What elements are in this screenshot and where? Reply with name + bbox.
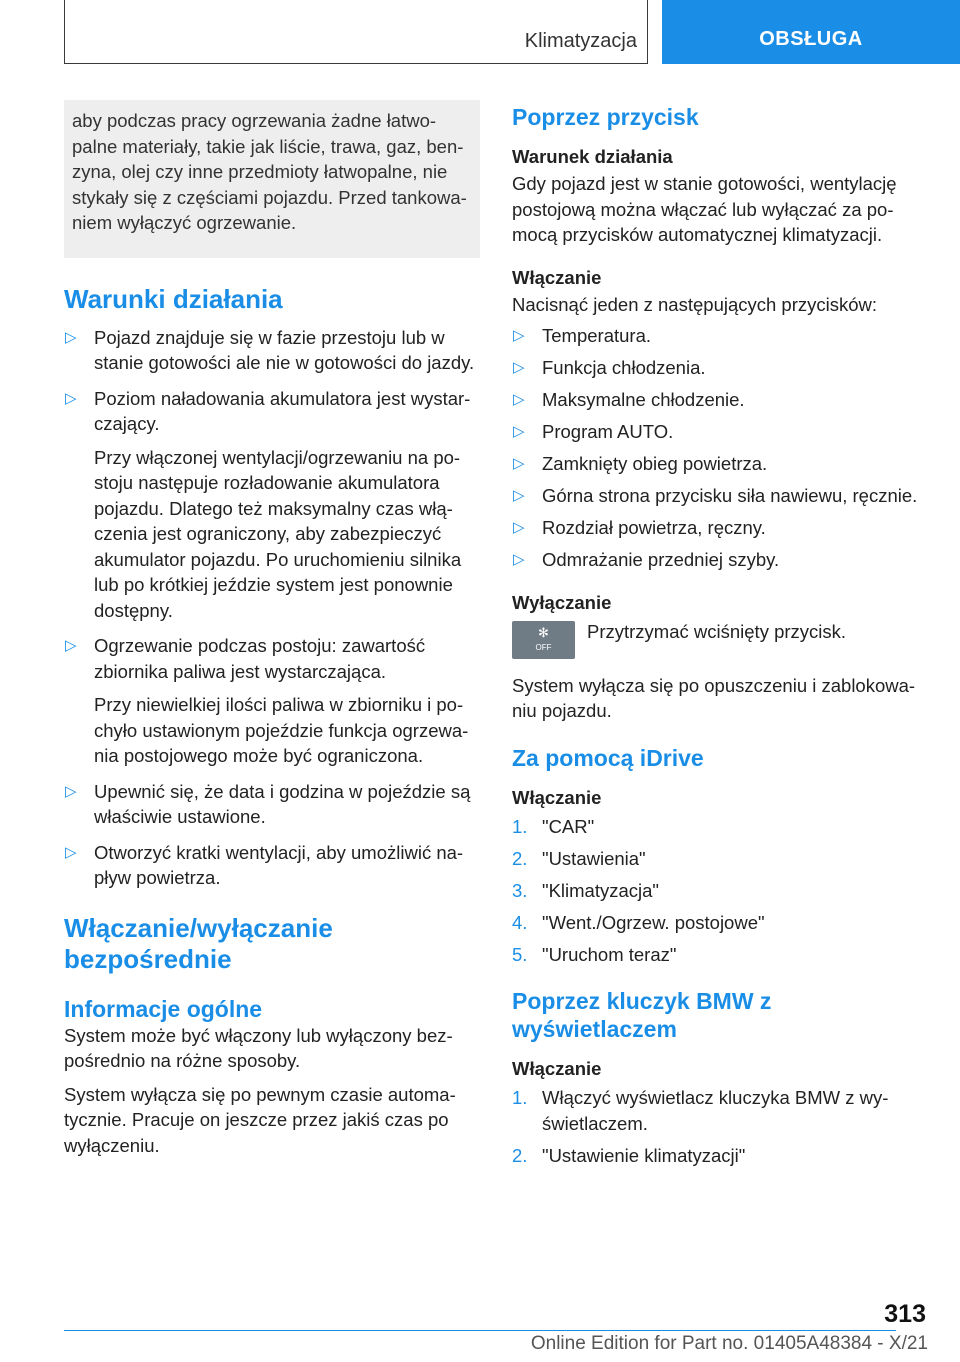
list-item: ▷ Odmrażanie przedniej szyby. xyxy=(512,547,928,573)
list-item: 1. "CAR" xyxy=(512,815,595,837)
footer-divider xyxy=(64,1330,896,1331)
left-column xyxy=(64,100,480,1158)
triangle-bullet-icon: ▷ xyxy=(513,423,525,440)
list-item: 4. "Went./Ogrzew. postojowe" xyxy=(512,911,765,933)
fan-off-button-icon xyxy=(512,621,575,659)
list-item: ▷ Upewnić się, że data i godzina w pojeździe są właściwie ustawione. xyxy=(65,780,471,827)
triangle-bullet-icon: ▷ xyxy=(513,487,525,504)
list-item: ▷ Maksymalne chłodzenie. xyxy=(512,387,928,413)
on-text: Nacisnąć jeden z następujących przycisków: xyxy=(512,293,878,315)
list-item: ▷ Temperatura. xyxy=(512,323,928,349)
buttons-list xyxy=(512,323,928,573)
key-subheading: Włączanie xyxy=(512,1058,602,1079)
list-item: ▷ Otworzyć kratki wentylacji, aby umożliwić na-pływ powietrza. xyxy=(65,841,464,888)
triangle-bullet-icon: ▷ xyxy=(513,519,525,536)
footer-edition: Online Edition for Part no. 01405A48384 - X/21 xyxy=(530,1333,928,1354)
condition-subheading: Warunek działania xyxy=(512,146,673,167)
list-item: ▷ Rozdział powietrza, ręczny. xyxy=(512,515,928,541)
list-item-note: Przy niewielkiej ilości paliwa w zbiorniku i po-chyło ustawionym pojeździe funkcja ogrzewa-nia postojowego może być ograniczona. xyxy=(94,694,469,766)
triangle-bullet-icon: ▷ xyxy=(513,327,525,344)
conditions-list xyxy=(64,325,480,891)
list-item: ▷ Zamknięty obieg powietrza. xyxy=(512,451,928,477)
triangle-bullet-icon: ▷ xyxy=(65,637,77,654)
direct-heading: Włączanie/wyłączanie bezpośrednie xyxy=(64,912,333,974)
list-item: ▷ Program AUTO. xyxy=(512,419,928,445)
idrive-heading: Za pomocą iDrive xyxy=(512,744,704,771)
list-item: 2. "Ustawienia" xyxy=(512,847,646,869)
list-item: ▷ Funkcja chłodzenia. xyxy=(512,355,928,381)
page-number: 313 xyxy=(884,1300,926,1328)
off-text: Przytrzymać wciśnięty przycisk. xyxy=(587,620,847,642)
general-heading: Informacje ogólne xyxy=(64,995,263,1022)
triangle-bullet-icon: ▷ xyxy=(65,328,77,346)
list-item: 5. "Uruchom teraz" xyxy=(512,943,677,965)
right-column xyxy=(512,100,928,1168)
off-subheading: Wyłączanie xyxy=(512,591,612,613)
list-item: ▷ Poziom naładowania akumulatora jest wystar-czający. Przy włączonej wentylacji/ogrzewaniu na po-stoju następuje rozładowanie akumulatora pojazdu. Dlatego też maksymalny czas włą-czenia jest ograniczony, aby zabezpieczyć akumulator pojazdu. Po uruchomieniu silnika lub po krótkiej jeździe system jest ponownie dostępny. xyxy=(64,386,480,624)
list-item: ▷ Górna strona przycisku siła nawiewu, ręcznie. xyxy=(512,483,928,509)
general-paragraph-1: System może być włączony lub wyłączony bez-pośrednio na różne sposoby. xyxy=(64,1024,453,1071)
triangle-bullet-icon: ▷ xyxy=(513,551,525,568)
general-paragraph-2: System wyłącza się po pewnym czasie automa-tycznie. Pracuje on jeszcze przez jakiś czas po wyłączeniu. xyxy=(64,1083,456,1156)
list-item-note: Przy włączonej wentylacji/ogrzewaniu na po-stoju następuje rozładowanie akumulatora pojazdu. Dlatego też maksymalny czas włą-czenia jest ograniczony, aby zabezpieczyć akumulator pojazdu. Po uruchomieniu silnika lub po krótkiej jeździe system jest ponownie dostępny. xyxy=(94,446,462,621)
triangle-bullet-icon: ▷ xyxy=(65,389,77,407)
list-item: 3. "Klimatyzacja" xyxy=(512,879,659,901)
key-heading: Poprzez kluczyk BMW z wyświetlaczem xyxy=(512,988,772,1042)
key-steps xyxy=(512,1085,928,1168)
list-item: 1. Włączyć wyświetlacz kluczyka BMW z wy-świetlaczem. xyxy=(512,1087,889,1134)
triangle-bullet-icon: ▷ xyxy=(513,391,525,408)
triangle-bullet-icon: ▷ xyxy=(65,843,77,861)
section-title: Klimatyzacja xyxy=(524,30,637,52)
chapter-tab xyxy=(662,0,960,64)
list-item: ▷ Ogrzewanie podczas postoju: zawartość zbiornika paliwa jest wystarczająca. Przy niewielkiej ilości paliwa w zbiorniku i po-chyło ustawionym pojeździe funkcja ogrzewa-nia postojowego może być ograniczona. xyxy=(64,633,480,769)
header-section-box xyxy=(64,0,648,64)
button-heading: Poprzez przycisk xyxy=(512,104,699,130)
on-subheading: Włączanie xyxy=(512,266,602,288)
off-note: System wyłącza się po opuszczeniu i zablokowa-niu pojazdu. xyxy=(512,674,916,721)
warning-text: aby podczas pracy ogrzewania żadne łatwo-palne materiały, takie jak liście, trawa, gaz, ben-zyna, olej czy inne przedmioty łatwopalne, nie stykały się z częściami pojazdu. Przed tankowa-niem wyłączyć ogrzewanie. xyxy=(72,110,467,233)
idrive-subheading: Włączanie xyxy=(512,786,602,808)
triangle-bullet-icon: ▷ xyxy=(513,359,525,376)
triangle-bullet-icon: ▷ xyxy=(513,455,525,472)
chapter-title: OBSŁUGA xyxy=(759,28,863,50)
list-item: ▷ Pojazd znajduje się w fazie przestoju lub w stanie gotowości ale nie w gotowości do jazdy. xyxy=(65,326,475,373)
conditions-heading: Warunki działania xyxy=(64,283,283,314)
off-button-row xyxy=(512,619,928,659)
triangle-bullet-icon: ▷ xyxy=(65,782,77,800)
condition-text: Gdy pojazd jest w stanie gotowości, wentylację postojową można włączać lub wyłączać za po-mocą przycisków automatycznej klimatyzacji. xyxy=(512,173,897,245)
idrive-steps xyxy=(512,814,928,968)
warning-box xyxy=(64,100,480,258)
fan-icon: ✻ OFF xyxy=(535,624,552,652)
list-item: 2. "Ustawienie klimatyzacji" xyxy=(512,1144,746,1166)
